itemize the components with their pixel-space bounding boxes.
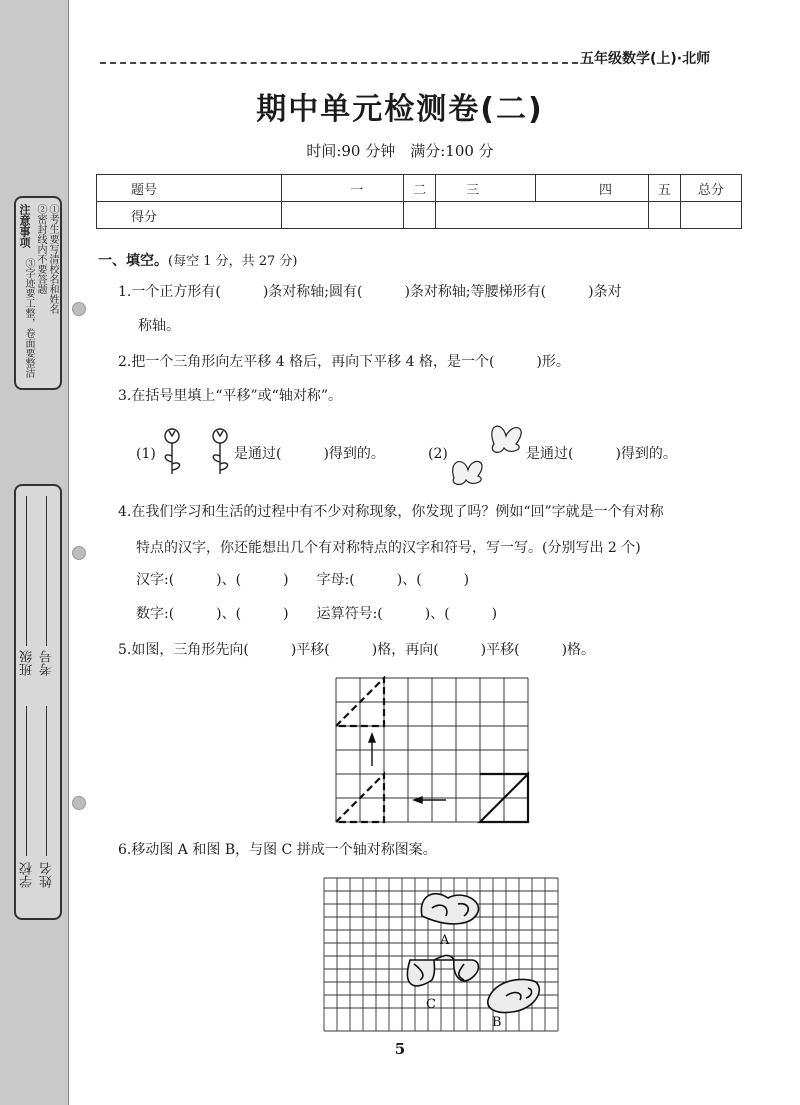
binding-hole [72,302,86,316]
score-header-row [97,175,742,202]
notice-line-1: ①考生要写清校名和姓名 [47,204,58,314]
score-header-cell: 题号 [97,175,282,202]
name-label: 姓名 [40,862,55,888]
score-cell[interactable] [649,202,681,229]
score-header-cell: 三 [436,175,536,202]
binding-hole [72,796,86,810]
section-note: (每空 1 分，共 27 分) [168,254,298,269]
flower-pair-image [160,426,236,478]
page-number: 5 [394,1040,406,1058]
score-cell[interactable] [436,202,536,229]
score-cell[interactable] [535,202,648,229]
gutter-divider [68,0,69,1105]
notice-line-2: ②密封线内不要答题 [35,204,46,294]
label-c: C [426,997,436,1012]
score-header-cell: 四 [535,175,648,202]
q3-part-1-number: (1) [136,446,156,462]
butterfly-pair-image [450,418,532,486]
score-cell[interactable] [282,202,404,229]
question-3: 3.在括号里填上“平移”或“轴对称”。 [118,388,342,404]
question-1-line-2: 称轴。 [138,318,180,334]
figure-c [407,955,478,986]
question-4-line-3: 汉字:( )、( ) 字母:( )、( ) [136,572,470,588]
question-2: 2.把一个三角形向左平移 4 格后，再向下平移 4 格，是一个( )形。 [118,354,570,370]
question-6: 6.移动图 A 和图 B，与图 C 拼成一个轴对称图案。 [118,842,437,858]
header-dashed-rule [100,62,578,64]
section-title: 一、填空。 [98,253,168,269]
field-line [46,496,47,646]
student-info-box [14,484,62,920]
score-header-cell: 二 [404,175,436,202]
grade-label: 五年级数学(上)·北师 [580,51,711,67]
exam-number-label: 考号 [40,650,55,676]
score-cell[interactable] [680,202,741,229]
score-header-cell: 五 [649,175,681,202]
notice-line-3: ③字迹要工整，卷面要整洁 [23,258,34,378]
symmetry-grid [322,876,560,1032]
binding-hole [72,546,86,560]
score-header-cell: 总分 [680,175,741,202]
q3-part-2-text: 是通过( )得到的。 [526,446,677,462]
page-title: 期中单元检测卷(二) [256,92,544,127]
field-line [46,706,47,856]
exam-time-info: 时间:90 分钟 满分:100 分 [306,142,494,160]
q3-part-1-text: 是通过( )得到的。 [234,446,385,462]
translation-grid [334,676,530,824]
question-4-line-4: 数字:( )、( ) 运算符号:( )、( ) [136,606,498,622]
score-input-row [97,202,742,229]
question-4-line-1: 4.在我们学习和生活的过程中有不少对称现象，你发现了吗？例如“回”字就是一个有对称 [118,504,664,520]
label-b: B [492,1015,502,1030]
q3-part-2-number: (2) [428,446,448,462]
figure-a [421,894,478,924]
field-line [26,496,27,646]
notice-label: 注意事项 [18,204,31,248]
question-5: 5.如图，三角形先向( )平移( )格，再向( )平移( )格。 [118,642,596,658]
score-header-cell: 一 [282,175,404,202]
label-a: A [440,933,450,948]
class-label: 班级 [20,650,35,676]
score-cell[interactable] [404,202,436,229]
score-table [96,174,742,229]
school-label: 学校 [20,862,35,888]
notice-box [14,196,62,390]
field-line [26,706,27,856]
section-heading [98,250,298,270]
score-row-label: 得分 [97,202,282,229]
question-1-line-1: 1.一个正方形有( )条对称轴;圆有( )条对称轴;等腰梯形有( )条对 [118,284,622,300]
question-4-line-2: 特点的汉字，你还能想出几个有对称特点的汉字和符号，写一写。(分别写出 2 个) [136,540,641,556]
